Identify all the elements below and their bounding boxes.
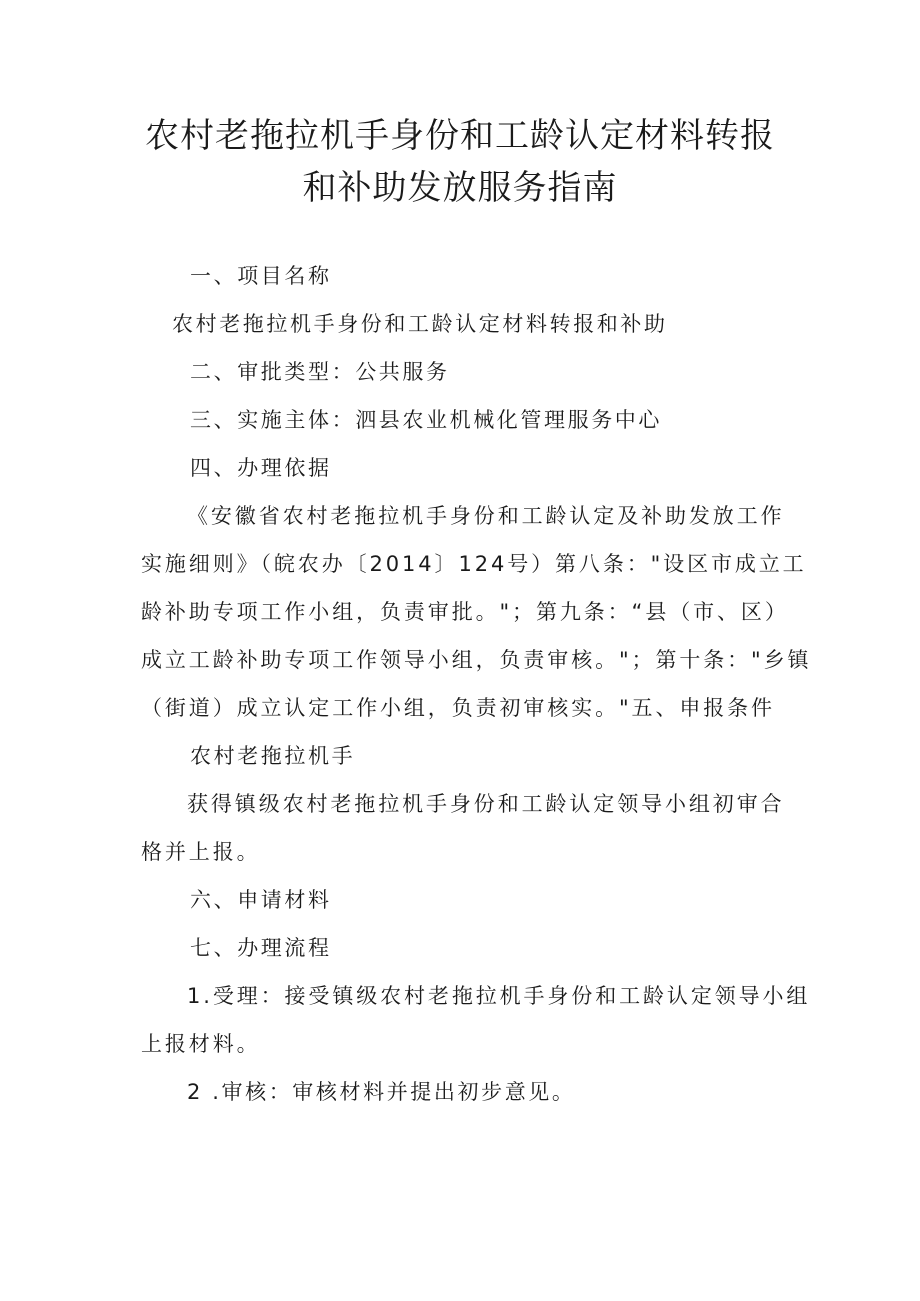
section-heading-legal-basis: 四、办理依据 [190, 456, 332, 480]
section-heading-approval-type: 二、审批类型：公共服务 [190, 360, 450, 384]
basis-paragraph-line: 成立工龄补助专项工作领导小组，负责审核。"；第十条："乡镇 [141, 648, 812, 672]
basis-paragraph-line: 龄补助专项工作小组，负责审批。"；第九条：“县（市、区） [141, 600, 789, 624]
section-heading-implementing-body: 三、实施主体：泗县农业机械化管理服务中心 [190, 408, 662, 432]
document-title-line-1: 农村老拖拉机手身份和工龄认定材料转报 [145, 116, 775, 156]
basis-paragraph-line: 《安徽省农村老拖拉机手身份和工龄认定及补助发放工作 [187, 504, 785, 528]
section-heading-project-name: 一、项目名称 [190, 264, 332, 288]
process-step-line: 1.受理：接受镇级农村老拖拉机手身份和工龄认定领导小组 [187, 984, 811, 1008]
eligibility-paragraph-line: 获得镇级农村老拖拉机手身份和工龄认定领导小组初审合 [187, 792, 785, 816]
process-step-line: 上报材料。 [141, 1032, 261, 1056]
eligibility-paragraph-line: 格并上报。 [141, 840, 261, 864]
basis-paragraph-line: 实施细则》（皖农办〔2014〕124号）第八条："设区市成立工 [141, 552, 807, 576]
process-step-line: 2 .审核：审核材料并提出初步意见。 [187, 1080, 576, 1104]
section-heading-process: 七、办理流程 [190, 936, 332, 960]
basis-paragraph-line: （街道）成立认定工作小组，负责初审核实。"五、申报条件 [141, 696, 775, 720]
section-heading-materials: 六、申请材料 [190, 888, 332, 912]
project-name-text: 农村老拖拉机手身份和工龄认定材料转报和补助 [172, 312, 668, 336]
document-title-line-2: 和补助发放服务指南 [302, 168, 618, 208]
eligibility-text: 农村老拖拉机手 [190, 744, 356, 768]
